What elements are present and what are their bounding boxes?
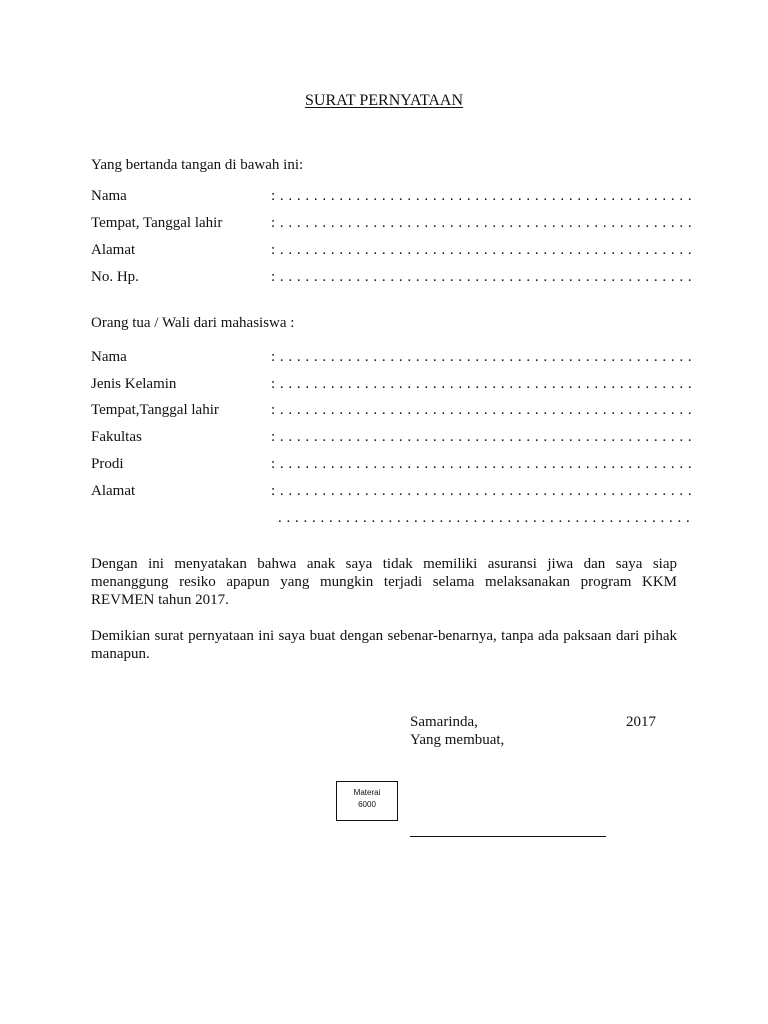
student-intro: Orang tua / Wali dari mahasiswa : bbox=[91, 315, 295, 331]
field-dots: : . . . . . . . . . . . . . . . . . . . . . . . . . . . . . . . . . . . . . . . . . . . . . . . . . bbox=[271, 349, 693, 365]
field-label: Prodi bbox=[91, 456, 124, 472]
signer-field-row bbox=[91, 269, 693, 289]
field-dots: : . . . . . . . . . . . . . . . . . . . . . . . . . . . . . . . . . . . . . . . . . . . . . . . . . bbox=[271, 188, 693, 204]
stamp-duty-box bbox=[336, 781, 398, 821]
address-continuation-dots: . . . . . . . . . . . . . . . . . . . . . . . . . . . . . . . . . . . . . . . . . . . . . . . . . bbox=[278, 510, 691, 526]
field-label: Tempat, Tanggal lahir bbox=[91, 215, 223, 231]
field-label: Alamat bbox=[91, 242, 136, 258]
student-field-row bbox=[91, 402, 693, 422]
signing-place: Samarinda, bbox=[410, 714, 478, 730]
signer-field-row bbox=[91, 215, 693, 235]
field-label: Jenis Kelamin bbox=[91, 376, 177, 392]
field-dots: : . . . . . . . . . . . . . . . . . . . . . . . . . . . . . . . . . . . . . . . . . . . . . . . . . bbox=[271, 456, 693, 472]
student-field-row bbox=[91, 349, 693, 369]
statement-paragraph: Dengan ini menyatakan bahwa anak saya tidak memiliki asuransi jiwa dan saya siap menanggung resiko apapun yang mungkin terjadi selama melaksanakan program KKM REVMEN tahun 2017. bbox=[91, 556, 677, 608]
field-dots: : . . . . . . . . . . . . . . . . . . . . . . . . . . . . . . . . . . . . . . . . . . . . . . . . . bbox=[271, 242, 693, 258]
field-label: Fakultas bbox=[91, 429, 142, 445]
field-label: Alamat bbox=[91, 483, 136, 499]
field-dots: : . . . . . . . . . . . . . . . . . . . . . . . . . . . . . . . . . . . . . . . . . . . . . . . . . bbox=[271, 402, 693, 418]
field-dots: : . . . . . . . . . . . . . . . . . . . . . . . . . . . . . . . . . . . . . . . . . . . . . . . . . bbox=[271, 376, 693, 392]
field-dots: : . . . . . . . . . . . . . . . . . . . . . . . . . . . . . . . . . . . . . . . . . . . . . . . . . bbox=[271, 483, 693, 499]
closing-paragraph: Demikian surat pernyataan ini saya buat dengan sebenar-benarnya, tanpa ada paksaan dari pihak manapun. bbox=[91, 628, 677, 662]
student-field-row bbox=[91, 429, 693, 449]
signer-intro: Yang bertanda tangan di bawah ini: bbox=[91, 157, 304, 173]
signer-field-row bbox=[91, 242, 693, 262]
document-title: SURAT PERNYATAAN bbox=[304, 92, 463, 109]
student-field-row bbox=[91, 456, 693, 476]
signature-line bbox=[410, 836, 606, 837]
stamp-label: Materai bbox=[353, 788, 381, 797]
student-field-row bbox=[91, 483, 693, 503]
signer-caption: Yang membuat, bbox=[410, 732, 505, 748]
field-label: Tempat,Tanggal lahir bbox=[91, 402, 219, 418]
stamp-value: 6000 bbox=[358, 800, 376, 809]
field-dots: : . . . . . . . . . . . . . . . . . . . . . . . . . . . . . . . . . . . . . . . . . . . . . . . . . bbox=[271, 269, 693, 285]
field-label: Nama bbox=[91, 349, 127, 365]
field-dots: : . . . . . . . . . . . . . . . . . . . . . . . . . . . . . . . . . . . . . . . . . . . . . . . . . bbox=[271, 215, 693, 231]
field-label: Nama bbox=[91, 188, 127, 204]
field-label: No. Hp. bbox=[91, 269, 139, 285]
field-dots: : . . . . . . . . . . . . . . . . . . . . . . . . . . . . . . . . . . . . . . . . . . . . . . . . . bbox=[271, 429, 693, 445]
signing-year: 2017 bbox=[626, 714, 656, 730]
student-field-row bbox=[91, 376, 693, 396]
signer-field-row bbox=[91, 188, 693, 208]
